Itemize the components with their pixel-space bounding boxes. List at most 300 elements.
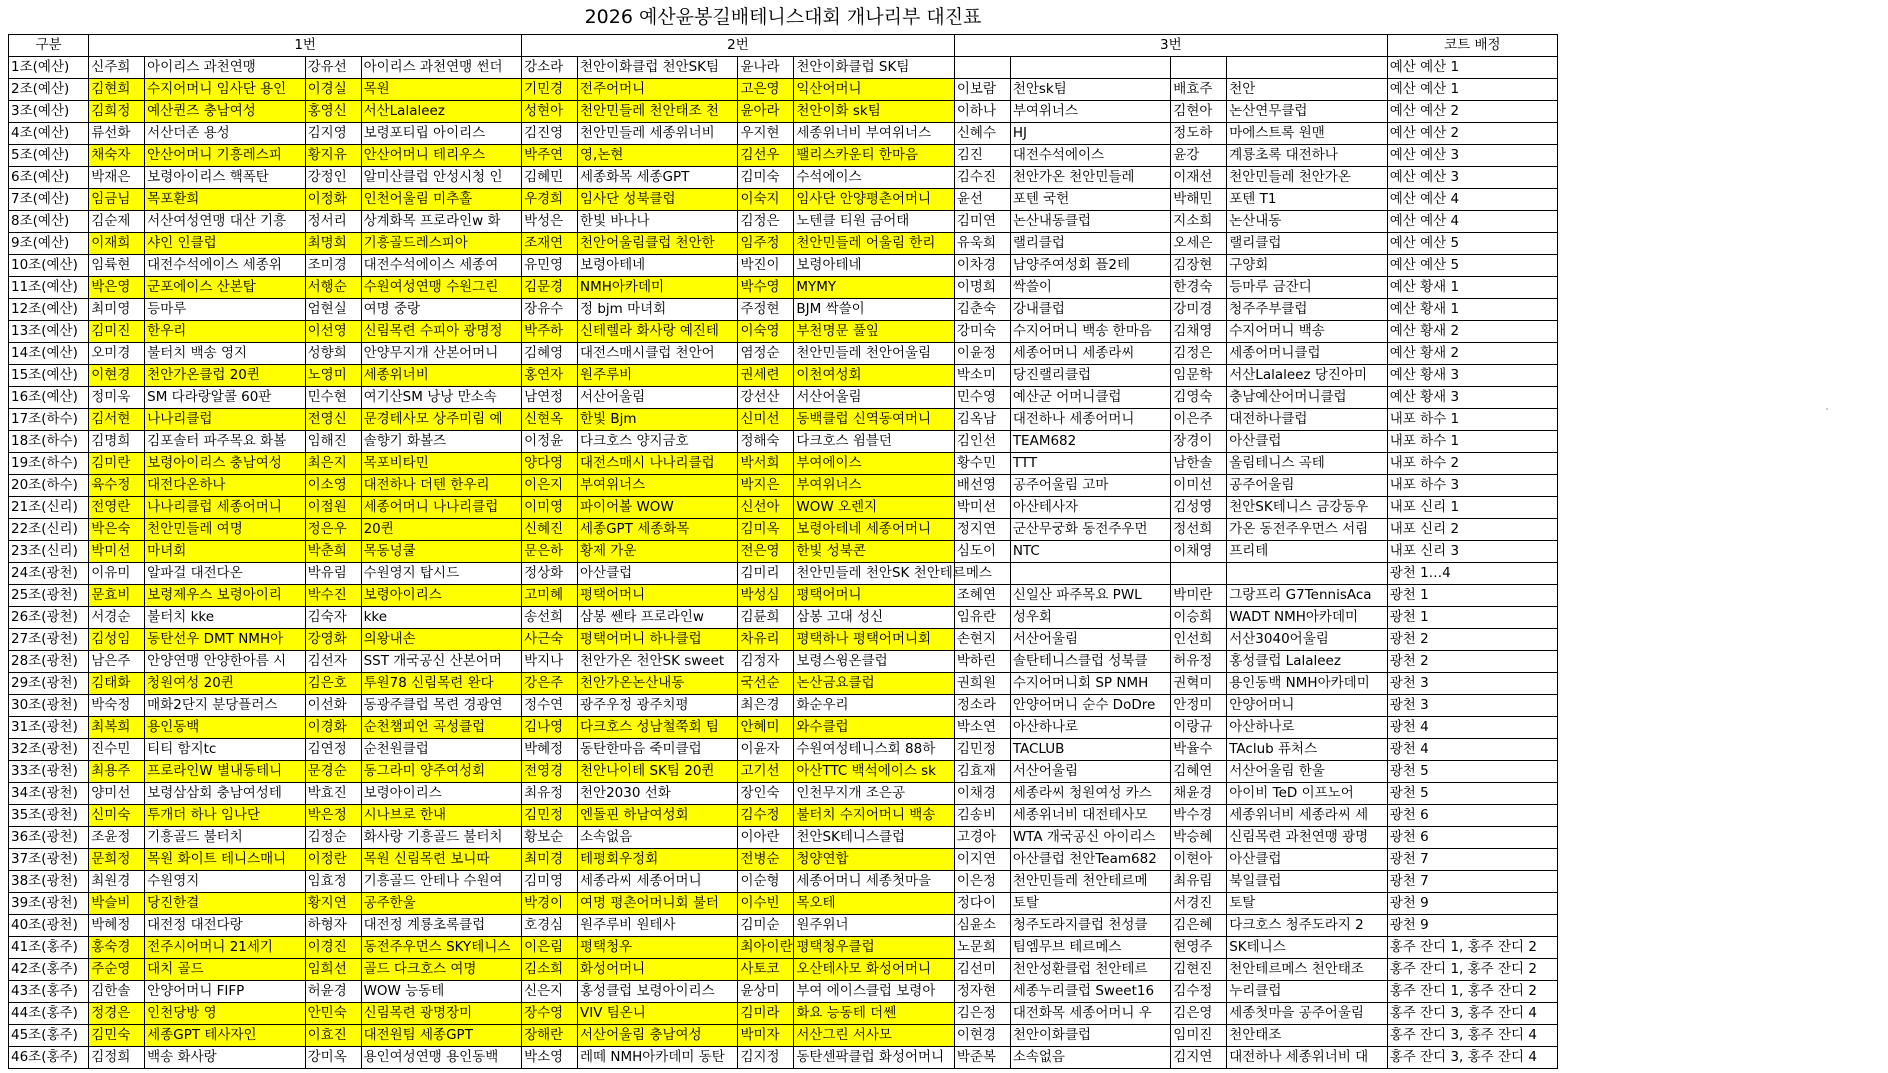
player-club-cell: 안양어머니 순수 DoDre: [1010, 695, 1170, 717]
court-cell: 예산 황새 1: [1387, 277, 1557, 299]
group-cell: 37조(광천): [9, 849, 89, 871]
player-club-cell: 천안민들레 천안SK 천안테르메스: [794, 563, 955, 585]
player-club-cell: 화성어머니: [577, 959, 737, 981]
player-club-cell: 보령아이리스: [361, 585, 522, 607]
player-club-cell: 평택어머니 하나클럽: [577, 629, 737, 651]
player-club-cell: 서산더존 용성: [145, 123, 305, 145]
group-cell: 2조(예산): [9, 79, 89, 101]
player-club-cell: 논산연무클럽: [1227, 101, 1388, 123]
player-club-cell: 아산클럽: [577, 563, 737, 585]
player-name-cell: 지소희: [1171, 211, 1227, 233]
table-row: [9, 57, 1558, 79]
player-club-cell: 목동넝쿨: [361, 541, 522, 563]
court-cell: 광천 1: [1387, 607, 1557, 629]
table-row: [9, 1047, 1558, 1069]
player-club-cell: 서산어울림 충남여성: [577, 1025, 737, 1047]
player-club-cell: HJ: [1010, 123, 1170, 145]
player-club-cell: 서산Lalaleez: [361, 101, 522, 123]
player-name-cell: 강선산: [738, 387, 794, 409]
table-row: [9, 453, 1558, 475]
player-club-cell: 평택어머니: [794, 585, 955, 607]
player-name-cell: 김나영: [522, 717, 578, 739]
player-club-cell: 아이리스 과천연맹 썬더: [361, 57, 522, 79]
player-name-cell: 이순형: [738, 871, 794, 893]
player-name-cell: 김성영: [1171, 497, 1227, 519]
player-name-cell: 강미경: [1171, 299, 1227, 321]
player-name-cell: 이재희: [89, 233, 145, 255]
player-name-cell: 정소라: [954, 695, 1010, 717]
player-club-cell: 천안민들레 천안테르메: [1010, 871, 1170, 893]
player-club-cell: 상계화목 프로라인w 화: [361, 211, 522, 233]
player-name-cell: 장수영: [522, 1003, 578, 1025]
table-row: [9, 299, 1558, 321]
player-name-cell: 박효진: [305, 783, 361, 805]
player-name-cell: 박은영: [89, 277, 145, 299]
player-name-cell: 남은주: [89, 651, 145, 673]
court-cell: 예산 예산 2: [1387, 123, 1557, 145]
player-club-cell: 안산어머니 테리우스: [361, 145, 522, 167]
player-name-cell: 박서희: [738, 453, 794, 475]
player-name-cell: 김선우: [738, 145, 794, 167]
player-club-cell: 홍성클럽 보령아이리스: [577, 981, 737, 1003]
player-club-cell: 공주어울림 고마: [1010, 475, 1170, 497]
player-name-cell: 서행순: [305, 277, 361, 299]
player-name-cell: 문효비: [89, 585, 145, 607]
court-cell: 광천 6: [1387, 827, 1557, 849]
player-club-cell: 천안어울림클럽 천안한: [577, 233, 737, 255]
player-name-cell: [1171, 563, 1227, 585]
player-club-cell: 보령포티립 아이리스: [361, 123, 522, 145]
player-name-cell: 박지나: [522, 651, 578, 673]
player-name-cell: 이선영: [305, 321, 361, 343]
court-cell: 광천 9: [1387, 915, 1557, 937]
player-name-cell: 황지연: [305, 893, 361, 915]
player-name-cell: 문희정: [89, 849, 145, 871]
group-cell: 7조(예산): [9, 189, 89, 211]
player-club-cell: 영,논현: [577, 145, 737, 167]
player-club-cell: 동탄한마음 죽미클럽: [577, 739, 737, 761]
group-cell: 11조(예산): [9, 277, 89, 299]
player-club-cell: [1010, 563, 1170, 585]
player-name-cell: 김민정: [954, 739, 1010, 761]
player-name-cell: 이윤정: [954, 343, 1010, 365]
court-cell: 홍주 잔디 3, 홍주 잔디 4: [1387, 1047, 1557, 1069]
player-name-cell: 김장현: [1171, 255, 1227, 277]
player-name-cell: 김미영: [522, 871, 578, 893]
group-cell: 4조(예산): [9, 123, 89, 145]
stray-dot: [1826, 408, 1828, 410]
table-row: [9, 827, 1558, 849]
table-row: [9, 761, 1558, 783]
player-name-cell: [1171, 57, 1227, 79]
player-name-cell: 최미경: [522, 849, 578, 871]
group-cell: 40조(광천): [9, 915, 89, 937]
player-club-cell: VIV 팀온니: [577, 1003, 737, 1025]
court-cell: 내포 신리 2: [1387, 519, 1557, 541]
player-club-cell: 마녀회: [145, 541, 305, 563]
table-row: [9, 167, 1558, 189]
player-name-cell: 채숙자: [89, 145, 145, 167]
player-name-cell: 이현아: [1171, 849, 1227, 871]
player-club-cell: 나나리클럽 세종어머니: [145, 497, 305, 519]
player-name-cell: 정선희: [1171, 519, 1227, 541]
group-cell: 45조(홍주): [9, 1025, 89, 1047]
table-row: [9, 145, 1558, 167]
player-club-cell: 평택청우클럽: [794, 937, 955, 959]
player-name-cell: 이숙지: [738, 189, 794, 211]
player-club-cell: 아산TTC 백석에이스 sk: [794, 761, 955, 783]
player-name-cell: 신혜수: [954, 123, 1010, 145]
player-name-cell: 강소라: [522, 57, 578, 79]
player-name-cell: 김정자: [738, 651, 794, 673]
player-name-cell: 김민숙: [89, 1025, 145, 1047]
player-name-cell: 김희정: [89, 101, 145, 123]
player-name-cell: 사토코: [738, 959, 794, 981]
header-row: [9, 35, 1558, 57]
player-club-cell: WTA 개국공신 아이리스: [1010, 827, 1170, 849]
player-club-cell: SST 개국공신 산본어머: [361, 651, 522, 673]
player-name-cell: 홍연자: [522, 365, 578, 387]
player-club-cell: 보령삼삼회 충남여성테: [145, 783, 305, 805]
player-club-cell: 서산Lalaleez 당진아미: [1227, 365, 1388, 387]
player-name-cell: 김숙자: [305, 607, 361, 629]
player-name-cell: 차유리: [738, 629, 794, 651]
player-name-cell: 한경숙: [1171, 277, 1227, 299]
player-club-cell: 의왕내손: [361, 629, 522, 651]
player-name-cell: 김진: [954, 145, 1010, 167]
player-club-cell: 세종어머니 나나리클럽: [361, 497, 522, 519]
player-club-cell: 대전정 계룡초록클럽: [361, 915, 522, 937]
player-name-cell: 오미경: [89, 343, 145, 365]
player-club-cell: 토탈: [1227, 893, 1388, 915]
court-cell: 내포 신리 1: [1387, 497, 1557, 519]
player-name-cell: 김성임: [89, 629, 145, 651]
player-club-cell: TTT: [1010, 453, 1170, 475]
player-club-cell: 공주한울: [361, 893, 522, 915]
player-name-cell: 이은림: [522, 937, 578, 959]
player-name-cell: 김수진: [954, 167, 1010, 189]
player-name-cell: 이유미: [89, 563, 145, 585]
player-name-cell: 신주희: [89, 57, 145, 79]
player-name-cell: 김정희: [89, 1047, 145, 1069]
player-name-cell: 이경실: [305, 79, 361, 101]
court-cell: 예산 예산 4: [1387, 189, 1557, 211]
player-club-cell: 부천명문 풀잎: [794, 321, 955, 343]
player-name-cell: 김미연: [954, 211, 1010, 233]
player-name-cell: 이선화: [305, 695, 361, 717]
player-name-cell: 이하나: [954, 101, 1010, 123]
player-club-cell: 세종위너비 대전테사모: [1010, 805, 1170, 827]
player-name-cell: 권세련: [738, 365, 794, 387]
player-club-cell: 한빛 Bjm: [577, 409, 737, 431]
player-name-cell: 박혜정: [89, 915, 145, 937]
player-club-cell: 세종어머니클럽: [1227, 343, 1388, 365]
player-name-cell: 민수현: [305, 387, 361, 409]
player-name-cell: 임유란: [954, 607, 1010, 629]
table-row: [9, 871, 1558, 893]
player-name-cell: 김선자: [305, 651, 361, 673]
player-name-cell: 서경진: [1171, 893, 1227, 915]
player-name-cell: 박미선: [89, 541, 145, 563]
player-club-cell: 부여위너스: [794, 475, 955, 497]
player-name-cell: 김미라: [738, 1003, 794, 1025]
player-club-cell: NMH아카데미: [577, 277, 737, 299]
player-name-cell: 박성은: [522, 211, 578, 233]
player-club-cell: 논산금요클럽: [794, 673, 955, 695]
player-name-cell: 김효재: [954, 761, 1010, 783]
player-name-cell: 박율수: [1171, 739, 1227, 761]
court-cell: 내포 신리 3: [1387, 541, 1557, 563]
table-row: [9, 365, 1558, 387]
table-row: [9, 959, 1558, 981]
player-name-cell: 김미란: [89, 453, 145, 475]
player-club-cell: 신림목련 과천연맹 광명: [1227, 827, 1388, 849]
player-name-cell: 김수정: [738, 805, 794, 827]
court-cell: 내포 하수 1: [1387, 409, 1557, 431]
player-club-cell: 천안성환클럽 천안테르: [1010, 959, 1170, 981]
player-club-cell: 신테렐라 화사랑 예진테: [577, 321, 737, 343]
player-name-cell: 염정순: [738, 343, 794, 365]
player-name-cell: 심윤소: [954, 915, 1010, 937]
player-name-cell: 장해란: [522, 1025, 578, 1047]
player-name-cell: 신은지: [522, 981, 578, 1003]
player-name-cell: 이은주: [1171, 409, 1227, 431]
player-club-cell: 투원78 신림목련 완다: [361, 673, 522, 695]
player-name-cell: 최유정: [522, 783, 578, 805]
player-name-cell: 정미욱: [89, 387, 145, 409]
player-name-cell: 임금님: [89, 189, 145, 211]
header-court: 코트 배정: [1387, 35, 1557, 57]
table-row: [9, 431, 1558, 453]
player-name-cell: 주순영: [89, 959, 145, 981]
player-name-cell: 우경희: [522, 189, 578, 211]
player-club-cell: 보령아이리스: [361, 783, 522, 805]
player-club-cell: 정 bjm 마녀회: [577, 299, 737, 321]
player-club-cell: 불터치 백송 영지: [145, 343, 305, 365]
player-club-cell: 신림목련 광명장미: [361, 1003, 522, 1025]
table-row: [9, 101, 1558, 123]
player-club-cell: 안양무지개 산본어머니: [361, 343, 522, 365]
player-club-cell: 용인동백 NMH아카데미: [1227, 673, 1388, 695]
court-cell: 광천 3: [1387, 695, 1557, 717]
player-name-cell: 신미숙: [89, 805, 145, 827]
player-name-cell: 정수연: [522, 695, 578, 717]
player-name-cell: 최아이란: [738, 937, 794, 959]
player-name-cell: 허윤경: [305, 981, 361, 1003]
player-name-cell: 오세은: [1171, 233, 1227, 255]
player-club-cell: 아산클럽: [1227, 431, 1388, 453]
group-cell: 5조(예산): [9, 145, 89, 167]
player-name-cell: 사근숙: [522, 629, 578, 651]
court-cell: 예산 예산 3: [1387, 145, 1557, 167]
player-name-cell: 윤상미: [738, 981, 794, 1003]
player-club-cell: kke: [361, 607, 522, 629]
player-club-cell: 수지어머니 임사단 용인: [145, 79, 305, 101]
player-name-cell: 박소미: [954, 365, 1010, 387]
bracket-rows: [9, 57, 1558, 1069]
player-club-cell: 화요 능동테 더쎈: [794, 1003, 955, 1025]
player-club-cell: 아산하나로: [1010, 717, 1170, 739]
group-cell: 19조(하수): [9, 453, 89, 475]
player-club-cell: 강내클럽: [1010, 299, 1170, 321]
player-name-cell: 김현희: [89, 79, 145, 101]
table-row: [9, 387, 1558, 409]
player-name-cell: 노영미: [305, 365, 361, 387]
player-club-cell: 순천원클럽: [361, 739, 522, 761]
player-name-cell: 문은하: [522, 541, 578, 563]
table-row: [9, 607, 1558, 629]
player-club-cell: 세종첫마을 공주어울림: [1227, 1003, 1388, 1025]
player-name-cell: 배효주: [1171, 79, 1227, 101]
player-club-cell: 노텐클 티원 금어태: [794, 211, 955, 233]
player-club-cell: WADT NMH아카데미: [1227, 607, 1388, 629]
court-cell: 광천 4: [1387, 717, 1557, 739]
player-club-cell: 20퀸: [361, 519, 522, 541]
player-club-cell: 싹쓸이: [1010, 277, 1170, 299]
player-name-cell: 현영주: [1171, 937, 1227, 959]
player-name-cell: 최유림: [1171, 871, 1227, 893]
player-club-cell: 세종누리클럽 Sweet16: [1010, 981, 1170, 1003]
player-name-cell: 김은정: [954, 1003, 1010, 1025]
player-name-cell: 신선아: [738, 497, 794, 519]
group-cell: 24조(광천): [9, 563, 89, 585]
player-club-cell: 예산군 어머니클럽: [1010, 387, 1170, 409]
group-cell: 44조(홍주): [9, 1003, 89, 1025]
player-club-cell: 대전수석에이스: [1010, 145, 1170, 167]
player-club-cell: 남양주여성회 플2테: [1010, 255, 1170, 277]
player-name-cell: 우지현: [738, 123, 794, 145]
player-club-cell: 목원: [361, 79, 522, 101]
player-club-cell: 아산하나로: [1227, 717, 1388, 739]
player-name-cell: 박수진: [305, 585, 361, 607]
player-club-cell: 천안태조: [1227, 1025, 1388, 1047]
player-name-cell: 강미숙: [954, 321, 1010, 343]
player-name-cell: 전병순: [738, 849, 794, 871]
player-name-cell: 호경심: [522, 915, 578, 937]
player-club-cell: 천안이화클럽: [1010, 1025, 1170, 1047]
table-row: [9, 1003, 1558, 1025]
player-name-cell: 정상화: [522, 563, 578, 585]
table-row: [9, 233, 1558, 255]
table-row: [9, 409, 1558, 431]
page-title: 2026 예산윤봉길배테니스대회 개나리부 대진표: [584, 6, 982, 28]
player-name-cell: 김지영: [305, 123, 361, 145]
player-club-cell: 청원여성 20퀸: [145, 673, 305, 695]
player-club-cell: 알미산클럽 안성시청 인: [361, 167, 522, 189]
player-club-cell: 보령아테네 세종어머니: [794, 519, 955, 541]
player-club-cell: 와수클럽: [794, 717, 955, 739]
player-name-cell: 손현지: [954, 629, 1010, 651]
player-name-cell: 이효진: [305, 1025, 361, 1047]
player-club-cell: 평택하나 평택어머니회: [794, 629, 955, 651]
player-club-cell: 서산어울림: [1010, 761, 1170, 783]
player-name-cell: 노문희: [954, 937, 1010, 959]
player-name-cell: 박소영: [522, 1047, 578, 1069]
player-club-cell: 전주어머니: [577, 79, 737, 101]
player-name-cell: 엄현실: [305, 299, 361, 321]
player-name-cell: 김인선: [954, 431, 1010, 453]
player-name-cell: 윤강: [1171, 145, 1227, 167]
group-cell: 6조(예산): [9, 167, 89, 189]
player-club-cell: 백송 화사랑: [145, 1047, 305, 1069]
player-club-cell: 대전수석에이스 세종여: [361, 255, 522, 277]
player-club-cell: TEAM682: [1010, 431, 1170, 453]
table-row: [9, 981, 1558, 1003]
player-name-cell: 신현옥: [522, 409, 578, 431]
player-club-cell: 서산그린 서사모: [794, 1025, 955, 1047]
header-group: 구분: [9, 35, 89, 57]
player-club-cell: 매화2단지 분당플러스: [145, 695, 305, 717]
group-cell: 30조(광천): [9, 695, 89, 717]
player-name-cell: 안혜미: [738, 717, 794, 739]
player-club-cell: 안산어머니 기흥레스피: [145, 145, 305, 167]
group-cell: 20조(하수): [9, 475, 89, 497]
player-club-cell: 여기산SM 낭낭 만소속: [361, 387, 522, 409]
player-name-cell: 신미선: [738, 409, 794, 431]
court-cell: 내포 하수 1: [1387, 431, 1557, 453]
group-cell: 43조(홍주): [9, 981, 89, 1003]
court-cell: 광천 2: [1387, 629, 1557, 651]
player-name-cell: 진수민: [89, 739, 145, 761]
player-name-cell: 김서현: [89, 409, 145, 431]
player-name-cell: 육수정: [89, 475, 145, 497]
player-name-cell: 최은경: [738, 695, 794, 717]
court-cell: 광천 9: [1387, 893, 1557, 915]
player-name-cell: 정해숙: [738, 431, 794, 453]
player-club-cell: 동탄센팍클럽 화성어머니: [794, 1047, 955, 1069]
player-name-cell: 장경이: [1171, 431, 1227, 453]
player-name-cell: 최은지: [305, 453, 361, 475]
player-name-cell: 임효정: [305, 871, 361, 893]
player-club-cell: 북일클럽: [1227, 871, 1388, 893]
player-name-cell: 김옥남: [954, 409, 1010, 431]
player-name-cell: 김혜연: [1171, 761, 1227, 783]
player-name-cell: 고기선: [738, 761, 794, 783]
player-name-cell: 박미란: [1171, 585, 1227, 607]
player-club-cell: 프로라인W 별내동테니: [145, 761, 305, 783]
player-name-cell: 국선순: [738, 673, 794, 695]
player-name-cell: 김륜희: [738, 607, 794, 629]
player-name-cell: 최명희: [305, 233, 361, 255]
player-name-cell: 정도하: [1171, 123, 1227, 145]
player-club-cell: 천안나이테 SK팀 20퀸: [577, 761, 737, 783]
player-name-cell: 김혜영: [522, 343, 578, 365]
player-club-cell: 동광주클럽 목련 경광연: [361, 695, 522, 717]
table-row: [9, 255, 1558, 277]
player-club-cell: [1227, 57, 1388, 79]
table-row: [9, 519, 1558, 541]
group-cell: 1조(예산): [9, 57, 89, 79]
player-name-cell: 김연정: [305, 739, 361, 761]
group-cell: 29조(광천): [9, 673, 89, 695]
player-name-cell: 이수빈: [738, 893, 794, 915]
player-club-cell: 원주루비 원테사: [577, 915, 737, 937]
table-row: [9, 475, 1558, 497]
player-name-cell: 이은정: [954, 871, 1010, 893]
player-name-cell: 강정인: [305, 167, 361, 189]
player-name-cell: 김민정: [522, 805, 578, 827]
player-club-cell: 이천여성회: [794, 365, 955, 387]
table-row: [9, 497, 1558, 519]
player-club-cell: 군포에이스 산본탑: [145, 277, 305, 299]
player-name-cell: 박지은: [738, 475, 794, 497]
player-name-cell: 김은영: [1171, 1003, 1227, 1025]
player-club-cell: 수지어머니회 SP NMH: [1010, 673, 1170, 695]
player-club-cell: 목오테: [794, 893, 955, 915]
player-name-cell: 조미경: [305, 255, 361, 277]
player-club-cell: 천안가온 천안SK sweet: [577, 651, 737, 673]
player-name-cell: 김정순: [305, 827, 361, 849]
